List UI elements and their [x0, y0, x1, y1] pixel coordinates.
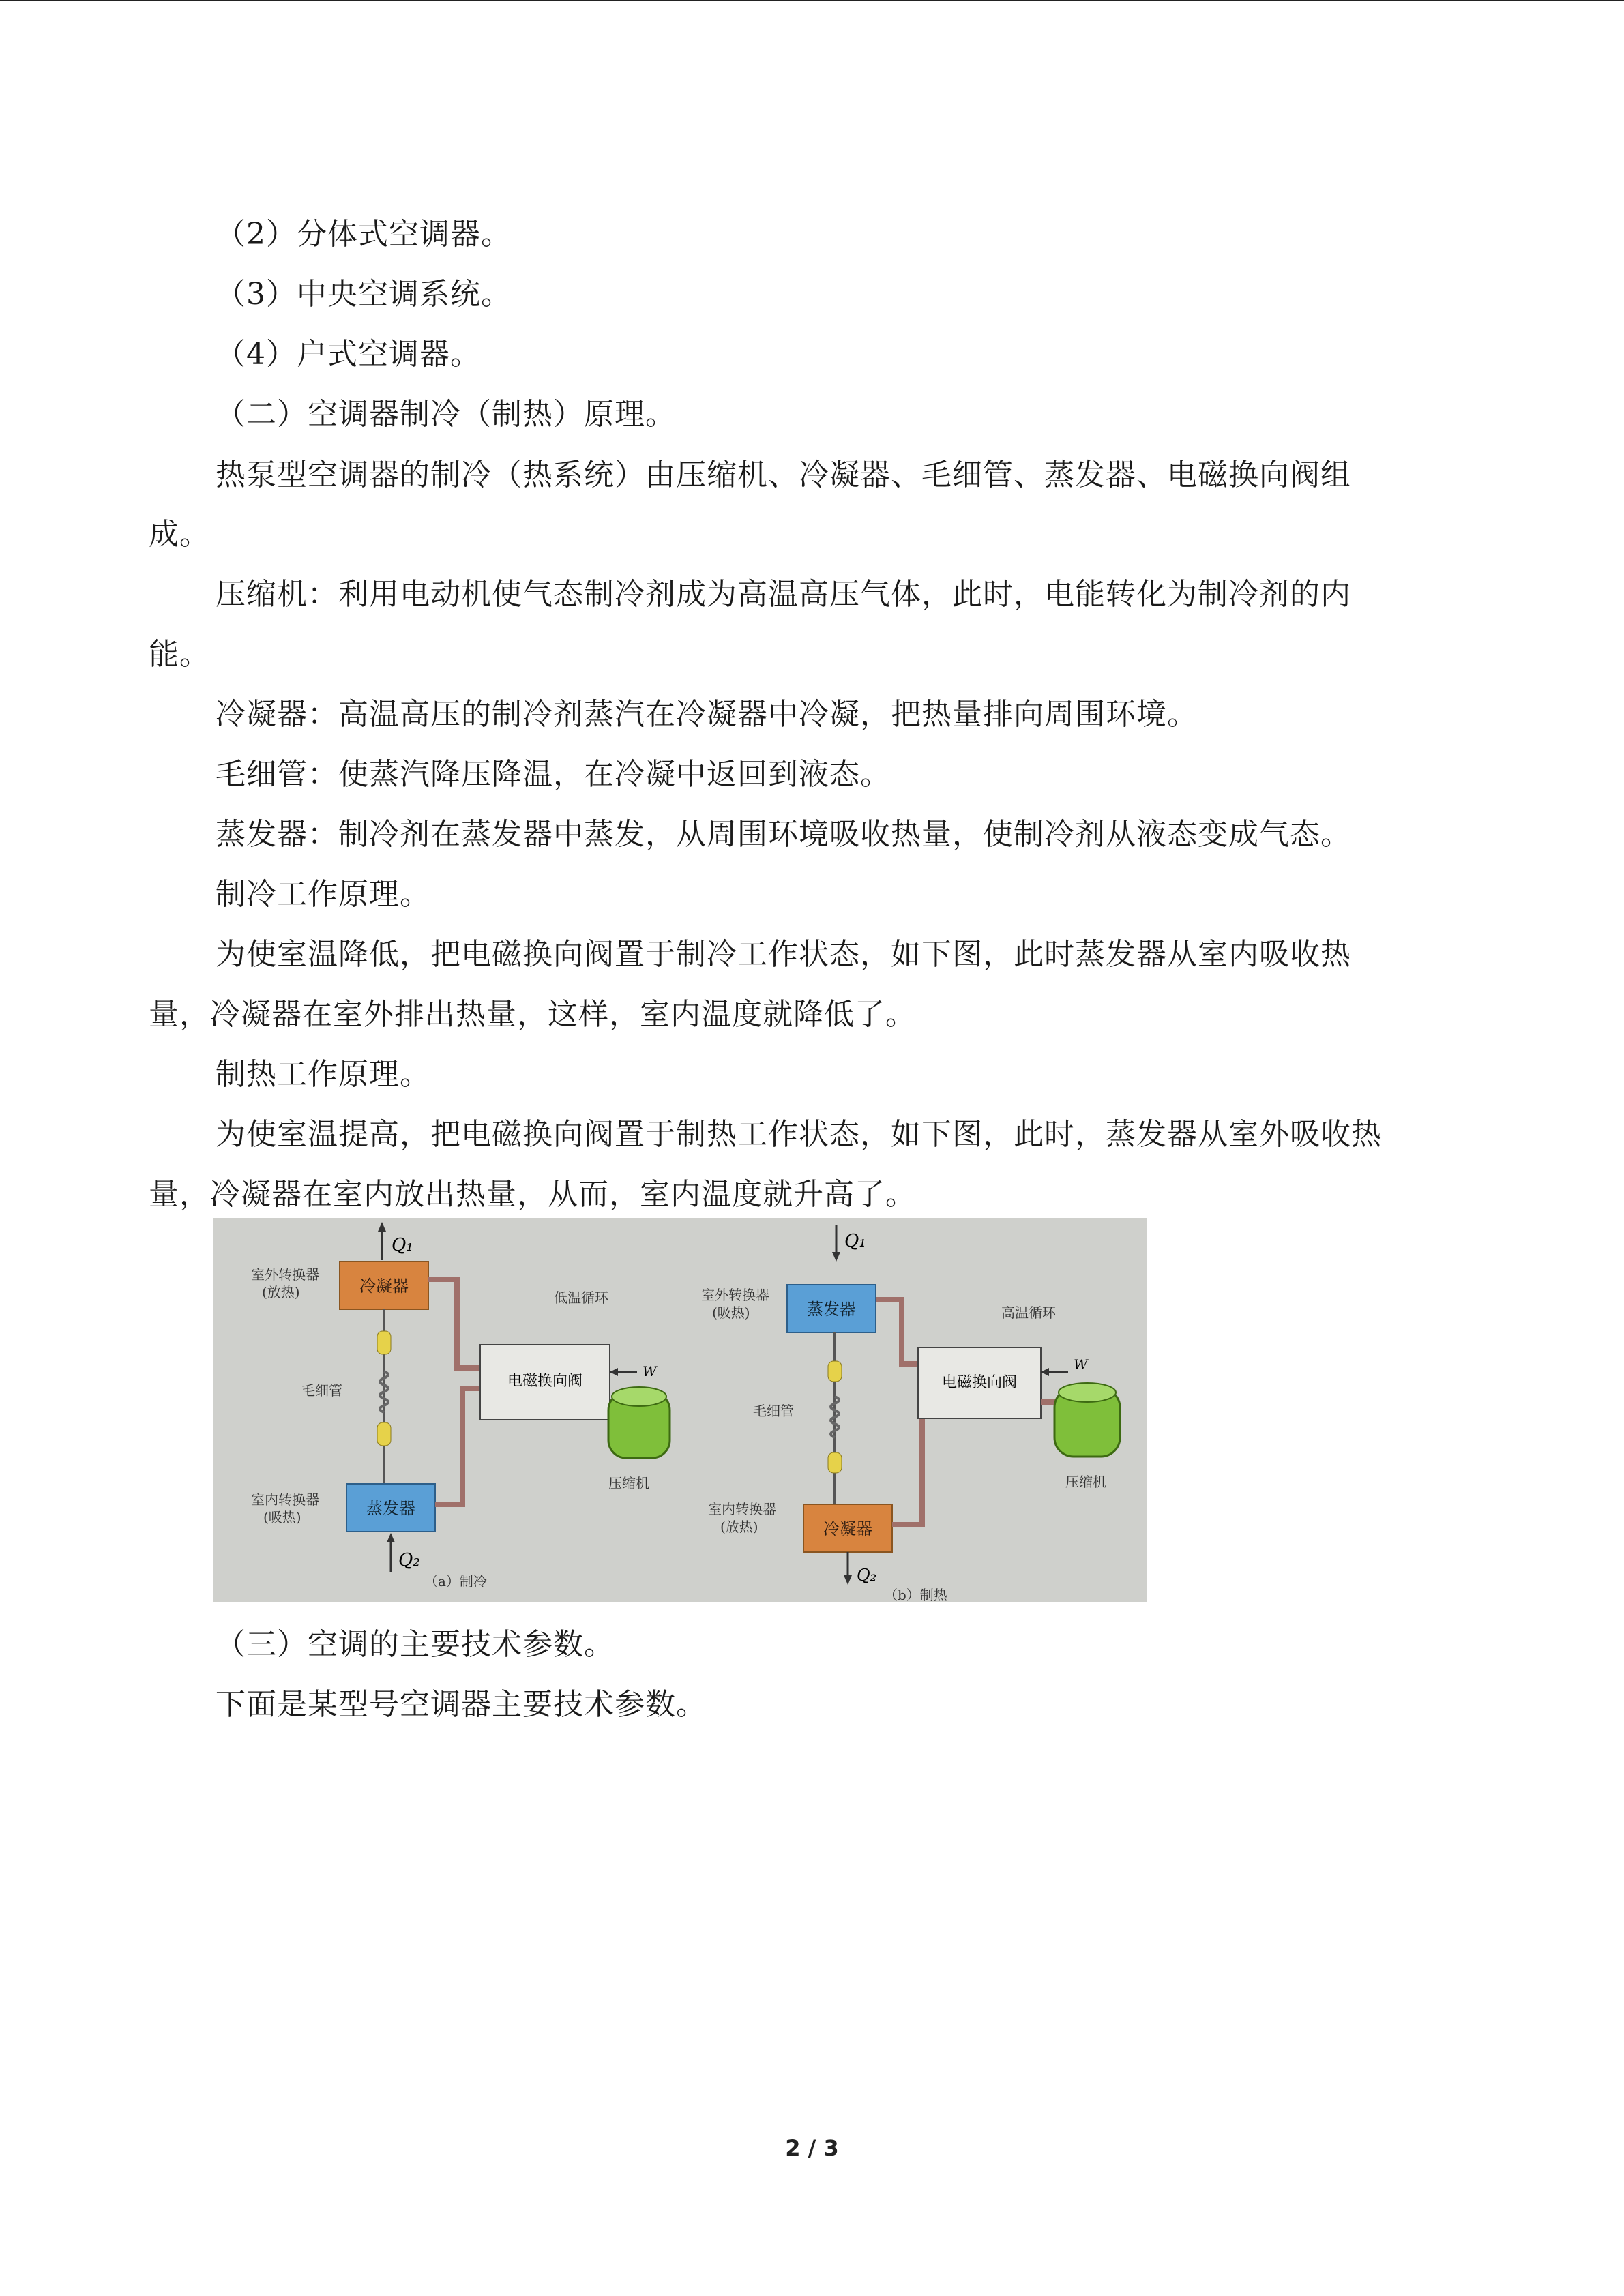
cooling-caption: （a）制冷: [424, 1573, 487, 1590]
filter-joint: [377, 1331, 391, 1354]
capillary-coil: [831, 1397, 839, 1437]
q2-label: Q₂: [857, 1566, 877, 1585]
heating-caption: （b）制热: [884, 1587, 947, 1602]
capillary-label: 毛细管: [753, 1403, 794, 1419]
paragraph: 为使室温提高，把电磁换向阀置于制热工作状态，如下图，此时，蒸发器从室外吸收热: [216, 1117, 1382, 1152]
page-number: 2 / 3: [785, 2135, 839, 2161]
indoor-exchanger-note: (放热): [720, 1519, 758, 1535]
paragraph: （2）分体式空调器。: [216, 217, 512, 252]
paragraph: 量，冷凝器在室外排出热量，这样，室内温度就降低了。: [149, 997, 916, 1032]
reversing-valve-label: 电磁换向阀: [941, 1374, 1018, 1391]
cycle-label: 高温循环: [1001, 1304, 1056, 1321]
cycle-label: 低温循环: [554, 1289, 608, 1306]
section-heading: （二）空调器制冷（制热）原理。: [216, 397, 676, 432]
paragraph: 冷凝器：高温高压的制冷剂蒸汽在冷凝器中冷凝，把热量排向周围环境。: [216, 697, 1198, 732]
paragraph: （4）户式空调器。: [216, 337, 481, 372]
capillary-label: 毛细管: [301, 1382, 342, 1399]
paragraph: 为使室温降低，把电磁换向阀置于制冷工作状态，如下图，此时蒸发器从室内吸收热: [216, 937, 1351, 972]
indoor-exchanger-label: 室内转换器: [251, 1491, 319, 1508]
capillary-coil: [380, 1371, 388, 1412]
section-heading: （三）空调的主要技术参数。: [216, 1627, 615, 1662]
condenser-label: 冷凝器: [359, 1277, 409, 1296]
filter-joint: [828, 1452, 842, 1473]
heating-diagram: [701, 1225, 1120, 1602]
paragraph: 下面是某型号空调器主要技术参数。: [216, 1687, 707, 1722]
heat-pump-diagram: [213, 1218, 1147, 1602]
paragraph: （3）中央空调系统。: [216, 277, 512, 312]
compressor-label: 压缩机: [608, 1475, 649, 1491]
filter-joint: [828, 1361, 842, 1382]
cooling-diagram: [251, 1222, 670, 1590]
paragraph: 量，冷凝器在室内放出热量，从而，室内温度就升高了。: [149, 1177, 916, 1212]
paragraph: 制热工作原理。: [216, 1057, 430, 1092]
outdoor-exchanger-label: 室外转换器: [251, 1266, 319, 1283]
indoor-exchanger-label: 室内转换器: [708, 1501, 776, 1517]
filter-joint: [377, 1422, 391, 1446]
paragraph: 热泵型空调器的制冷（热系统）由压缩机、冷凝器、毛细管、蒸发器、电磁换向阀组: [216, 458, 1351, 492]
evaporator-label: 蒸发器: [807, 1300, 856, 1319]
evaporator-label: 蒸发器: [366, 1499, 415, 1518]
q1-label: Q₁: [844, 1231, 866, 1251]
outdoor-exchanger-note: (吸热): [712, 1304, 750, 1321]
top-border: [0, 0, 1624, 1]
outdoor-exchanger-label: 室外转换器: [701, 1287, 769, 1303]
work-label: W: [1074, 1356, 1088, 1373]
paragraph: 压缩机：利用电动机使气态制冷剂成为高温高压气体，此时，电能转化为制冷剂的内: [216, 577, 1351, 612]
q1-label: Q₁: [392, 1235, 413, 1255]
paragraph: 能。: [149, 637, 210, 672]
paragraph: 成。: [149, 517, 210, 552]
paragraph: 制冷工作原理。: [216, 877, 430, 912]
condenser-label: 冷凝器: [823, 1519, 872, 1538]
outdoor-exchanger-note: (放热): [262, 1284, 300, 1300]
reversing-valve-label: 电磁换向阀: [507, 1373, 583, 1390]
paragraph: 蒸发器：制冷剂在蒸发器中蒸发，从周围环境吸收热量，使制冷剂从液态变成气态。: [216, 817, 1351, 852]
compressor-label: 压缩机: [1065, 1474, 1106, 1490]
paragraph: 毛细管：使蒸汽降压降温，在冷凝中返回到液态。: [216, 757, 891, 792]
indoor-exchanger-note: (吸热): [263, 1509, 301, 1525]
q2-label: Q₂: [398, 1550, 420, 1570]
work-label: W: [643, 1363, 657, 1380]
